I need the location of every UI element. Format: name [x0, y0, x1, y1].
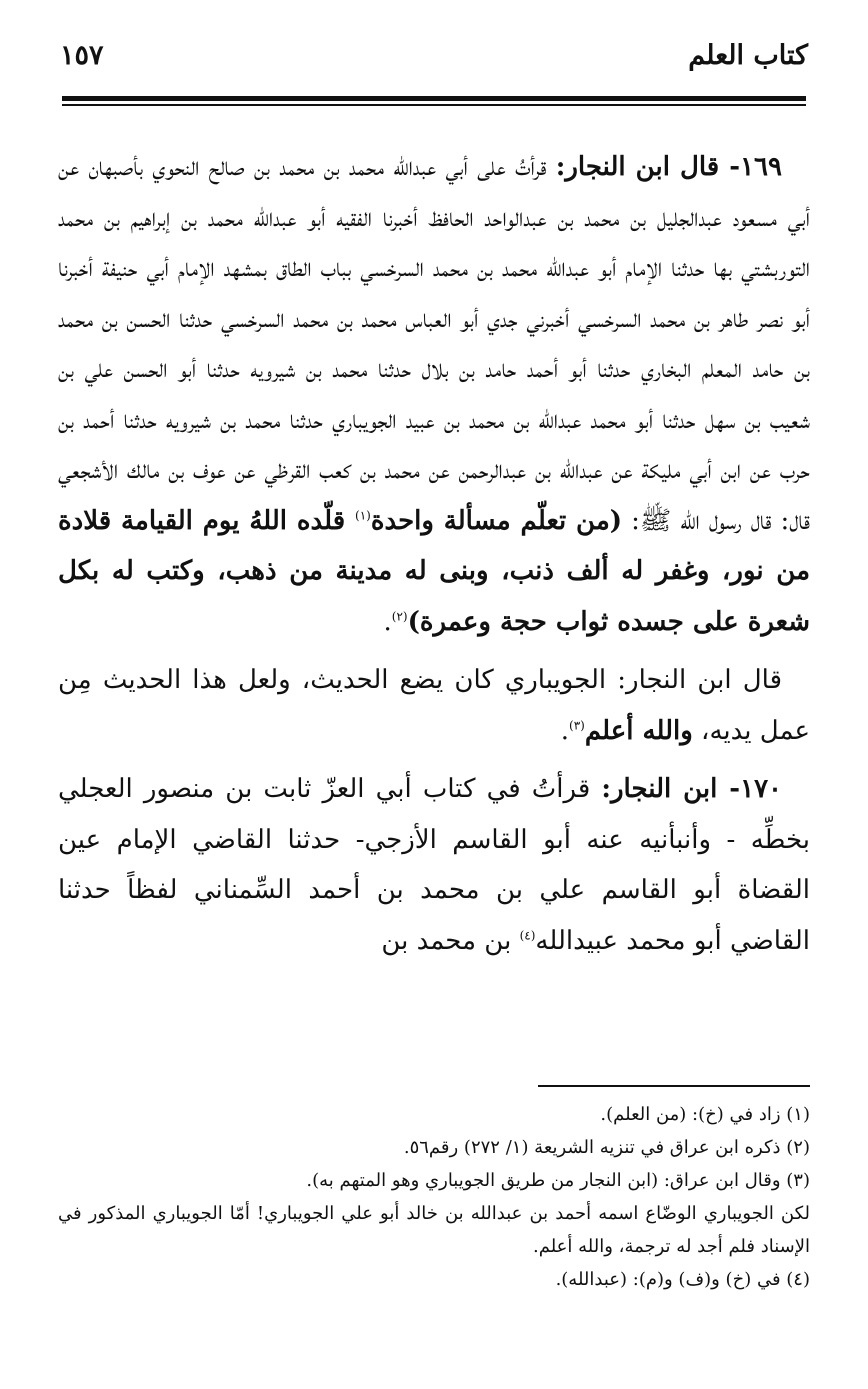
footnote-ref: (٣) — [569, 717, 585, 732]
paragraph-comment: قال ابن النجار: الجويباري كان يضع الحديث، ولعل هذا الحديث مِن عمل يديه، والله أعلم$^{(٣)}$. — [58, 665, 810, 746]
comment-closing: والله أعلم — [584, 715, 693, 746]
hadith-quote-start: (من تعلّم مسألة واحدة — [370, 505, 623, 536]
isnad-text: قرأتُ على أبي عبدالله محمد بن محمد بن صالح النحوي بأصبهان عن أبي مسعود عبدالجليل بن محمد بن عبدالواحد الحافظ أخبرنا الفقيه أبو عبدالله محمد بن إبراهيم بن محمد التوربشتي بها حدثنا الإمام أبو عبدالله محمد بن محمد السرخسي بباب الطاق بمشهد الإمام أبي حنيفة أخبرنا أبو نصر طاهر بن محمد السرخسي أخبرني جدي أبو العباس محمد بن محمد السرخسي حدثنا الحسن بن محمد بن حامد المعلم البخاري حدثنا أبو أحمد حامد بن بلال حدثنا محمد بن شيرويه حدثنا أبو الحسن علي بن شعيب بن سهل حدثنا أبو محمد عبدالله بن محمد بن عبيد الجويباري حدثنا محمد بن شيرويه حدثنا أحمد بن حرب عن ابن أبي مليكة عن عبدالله بن عبدالرحمن عن محمد بن كعب القرظي عن عوف بن مالك الأشجعي قال: قال رسول الله ﷺ: — [58, 152, 810, 536]
comment-text: قال ابن النجار: الجويباري كان يضع الحديث، ولعل هذا الحديث مِن عمل يديه، — [58, 665, 810, 746]
page-number: ١٥٧ — [60, 40, 104, 71]
running-title: كتاب العلم — [688, 40, 808, 71]
footnote-ref: (٤) — [519, 927, 536, 942]
footnote-3-continued: لكن الجويباري الوضّاع اسمه أحمد بن عبدالله بن خالد أبو علي الجويباري! أمّا الجويباري المذكور في الإسناد فلم أجد له ترجمة، والله أعلم. — [58, 1203, 810, 1257]
page-header — [60, 40, 808, 90]
paragraph-169: ١٦٩- قال ابن النجار: قرأتُ على أبي عبدالله محمد بن محمد بن صالح النحوي بأصبهان عن أبي مسعود عبدالجليل بن محمد بن عبدالواحد الحافظ أخبرنا الفقيه أبو عبدالله محمد بن إبراهيم بن محمد التوربشتي بها حدثنا الإمام أبو عبدالله محمد بن محمد السرخسي بباب الطاق بمشهد الإمام أبي حنيفة أخبرنا أبو نصر طاهر بن محمد السرخسي أخبرني جدي أبو العباس محمد بن محمد السرخسي حدثنا الحسن بن محمد بن حامد المعلم البخاري حدثنا أبو أحمد حامد بن بلال حدثنا محمد بن شيرويه حدثنا أبو الحسن علي بن شعيب بن سهل حدثنا أبو محمد عبدالله بن محمد بن عبيد الجويباري حدثنا محمد بن شيرويه حدثنا أحمد بن حرب عن ابن أبي مليكة عن عبدالله بن عبدالرحمن عن محمد بن كعب القرظي عن عوف بن مالك الأشجعي قال: قال رسول الله ﷺ: (من تعلّم مسألة واحدة$^{(١)}$ قلّده اللهُ يوم القيامة قلادة من نور، وغفر له ألف ذنب، وبنى له مدينة من ذهب، وكتب له بكل شعرة على جسده ثواب حجة وعمرة)$^{(٢)}$. — [58, 152, 810, 637]
footnote-2: (٢) ذكره ابن عراق في تنزيه الشريعة (١/ ٢٧٢) رقم٥٦. — [403, 1137, 810, 1158]
header-rule-thin — [62, 104, 806, 106]
hadith-quote-rest: قلّده اللهُ يوم القيامة قلادة من نور، وغفر له ألف ذنب، وبنى له مدينة من ذهب، وكتب له بكل شعرة على جسده ثواب حجة وعمرة) — [58, 505, 810, 637]
footnotes — [58, 1098, 810, 1296]
entry-lead: قال ابن النجار: — [555, 152, 720, 182]
entry-lead: ابن النجار: — [601, 774, 718, 804]
footnote-4: (٤) في (خ) و(ف) و(م): (عبدالله). — [555, 1269, 810, 1290]
paragraph-170 — [58, 764, 810, 966]
footnote-ref: (١) — [355, 507, 371, 522]
entry-number: ١٧٠- — [717, 774, 783, 804]
isnad-text: قرأتُ في كتاب أبي العزّ ثابت بن منصور العجلي بخطِّه - وأنبأنيه عنه أبو القاسم الأزجي- حدثنا القاضي الإمام عين القضاة أبو القاسم علي بن محمد بن أحمد السِّمناني لفظاً حدثنا القاضي أبو محمد عبيدالله — [58, 774, 810, 956]
header-rule-thick — [62, 96, 806, 101]
footnote-ref: (٢) — [391, 608, 408, 623]
isnad-text-continued: بن محمد بن — [381, 925, 520, 956]
main-text — [58, 142, 810, 966]
footnote-3: (٣) وقال ابن عراق: (ابن النجار من طريق الجويباري وهو المتهم به). — [306, 1170, 810, 1191]
footnote-separator — [538, 1085, 810, 1087]
entry-number: ١٦٩- — [719, 152, 782, 182]
footnote-1: (١) زاد في (خ): (من العلم). — [600, 1104, 810, 1125]
